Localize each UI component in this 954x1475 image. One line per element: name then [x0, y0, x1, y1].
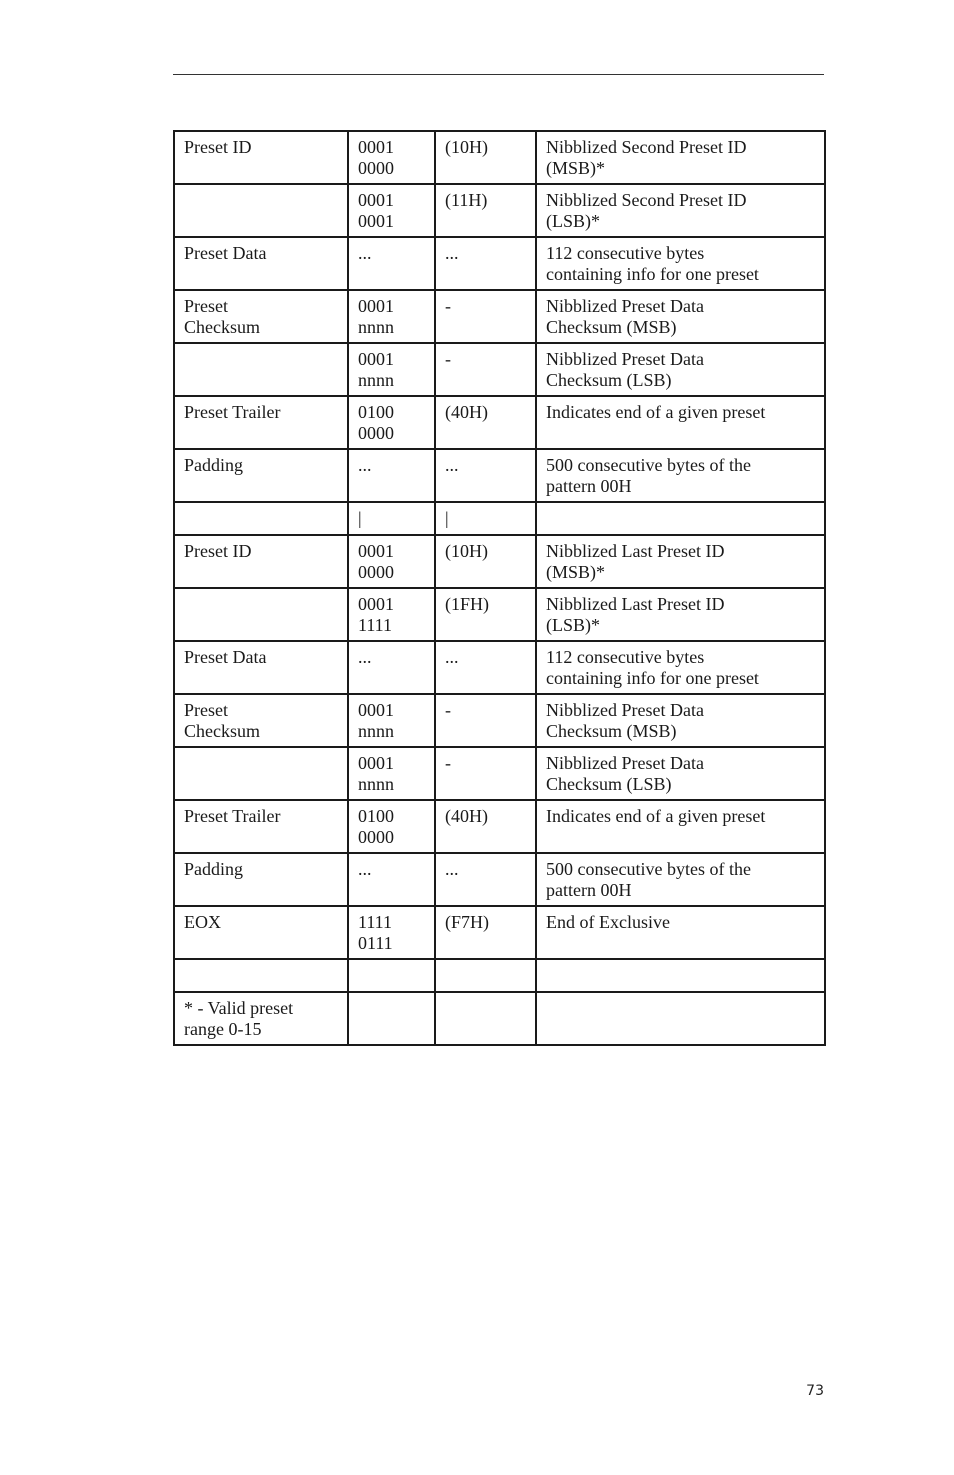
table-row [174, 853, 825, 906]
binary-cell: 0100 0000 [348, 800, 435, 853]
field-cell: Preset Data [174, 641, 348, 694]
field-cell [174, 959, 348, 992]
table-row [174, 535, 825, 588]
hex-cell: - [435, 290, 536, 343]
hex-cell: (40H) [435, 800, 536, 853]
binary-cell: 0100 0000 [348, 396, 435, 449]
table-row [174, 502, 825, 535]
description-cell: 112 consecutive bytes containing info for one preset [536, 641, 825, 694]
hex-cell: (F7H) [435, 906, 536, 959]
field-cell: Preset Data [174, 237, 348, 290]
binary-cell: | [348, 502, 435, 535]
table-row [174, 992, 825, 1045]
field-cell: * - Valid preset range 0-15 [174, 992, 348, 1045]
description-cell: Nibblized Last Preset ID (LSB)* [536, 588, 825, 641]
hex-cell [435, 959, 536, 992]
description-cell: Nibblized Preset Data Checksum (LSB) [536, 747, 825, 800]
description-cell: 500 consecutive bytes of the pattern 00H [536, 853, 825, 906]
description-cell: Nibblized Last Preset ID (MSB)* [536, 535, 825, 588]
binary-cell: 1111 0111 [348, 906, 435, 959]
field-cell [174, 502, 348, 535]
binary-cell: 0001 0000 [348, 535, 435, 588]
field-cell: Preset ID [174, 535, 348, 588]
table-row [174, 800, 825, 853]
table-row [174, 588, 825, 641]
field-cell: Padding [174, 853, 348, 906]
binary-cell: ... [348, 641, 435, 694]
hex-cell: ... [435, 853, 536, 906]
table-row [174, 959, 825, 992]
description-cell: Nibblized Preset Data Checksum (LSB) [536, 343, 825, 396]
field-cell: Padding [174, 449, 348, 502]
description-cell: 500 consecutive bytes of the pattern 00H [536, 449, 825, 502]
field-cell: Preset Checksum [174, 290, 348, 343]
binary-cell: 0001 0000 [348, 131, 435, 184]
field-cell: Preset Trailer [174, 800, 348, 853]
header-rule [173, 74, 824, 75]
description-cell: 112 consecutive bytes containing info for one preset [536, 237, 825, 290]
hex-cell: (1FH) [435, 588, 536, 641]
table-row [174, 906, 825, 959]
binary-cell: 0001 nnnn [348, 290, 435, 343]
field-cell: Preset Checksum [174, 694, 348, 747]
description-cell: Indicates end of a given preset [536, 396, 825, 449]
description-cell: Nibblized Second Preset ID (MSB)* [536, 131, 825, 184]
description-cell: Indicates end of a given preset [536, 800, 825, 853]
field-cell: Preset ID [174, 131, 348, 184]
hex-cell: (10H) [435, 131, 536, 184]
field-cell: EOX [174, 906, 348, 959]
table-row [174, 343, 825, 396]
hex-cell: ... [435, 237, 536, 290]
hex-cell: ... [435, 449, 536, 502]
table-row [174, 237, 825, 290]
field-cell [174, 343, 348, 396]
table-body [174, 131, 825, 1045]
hex-cell: ... [435, 641, 536, 694]
description-cell [536, 502, 825, 535]
hex-cell: - [435, 694, 536, 747]
sysex-format-table [173, 130, 826, 1046]
field-cell [174, 588, 348, 641]
table-row [174, 747, 825, 800]
hex-cell: (40H) [435, 396, 536, 449]
description-cell: Nibblized Second Preset ID (LSB)* [536, 184, 825, 237]
description-cell [536, 959, 825, 992]
binary-cell: ... [348, 237, 435, 290]
field-cell [174, 184, 348, 237]
table-row [174, 641, 825, 694]
table-row [174, 290, 825, 343]
table-row [174, 694, 825, 747]
binary-cell: 0001 1111 [348, 588, 435, 641]
field-cell: Preset Trailer [174, 396, 348, 449]
table-row [174, 396, 825, 449]
binary-cell: 0001 0001 [348, 184, 435, 237]
binary-cell: ... [348, 853, 435, 906]
binary-cell [348, 959, 435, 992]
hex-cell: - [435, 343, 536, 396]
hex-cell: | [435, 502, 536, 535]
hex-cell: (11H) [435, 184, 536, 237]
table-row [174, 449, 825, 502]
description-cell: Nibblized Preset Data Checksum (MSB) [536, 290, 825, 343]
binary-cell: ... [348, 449, 435, 502]
table-row [174, 131, 825, 184]
binary-cell [348, 992, 435, 1045]
description-cell: End of Exclusive [536, 906, 825, 959]
hex-cell: - [435, 747, 536, 800]
binary-cell: 0001 nnnn [348, 694, 435, 747]
binary-cell: 0001 nnnn [348, 343, 435, 396]
binary-cell: 0001 nnnn [348, 747, 435, 800]
hex-cell: (10H) [435, 535, 536, 588]
page-number: 73 [806, 1383, 824, 1399]
description-cell: Nibblized Preset Data Checksum (MSB) [536, 694, 825, 747]
hex-cell [435, 992, 536, 1045]
table-row [174, 184, 825, 237]
description-cell [536, 992, 825, 1045]
field-cell [174, 747, 348, 800]
